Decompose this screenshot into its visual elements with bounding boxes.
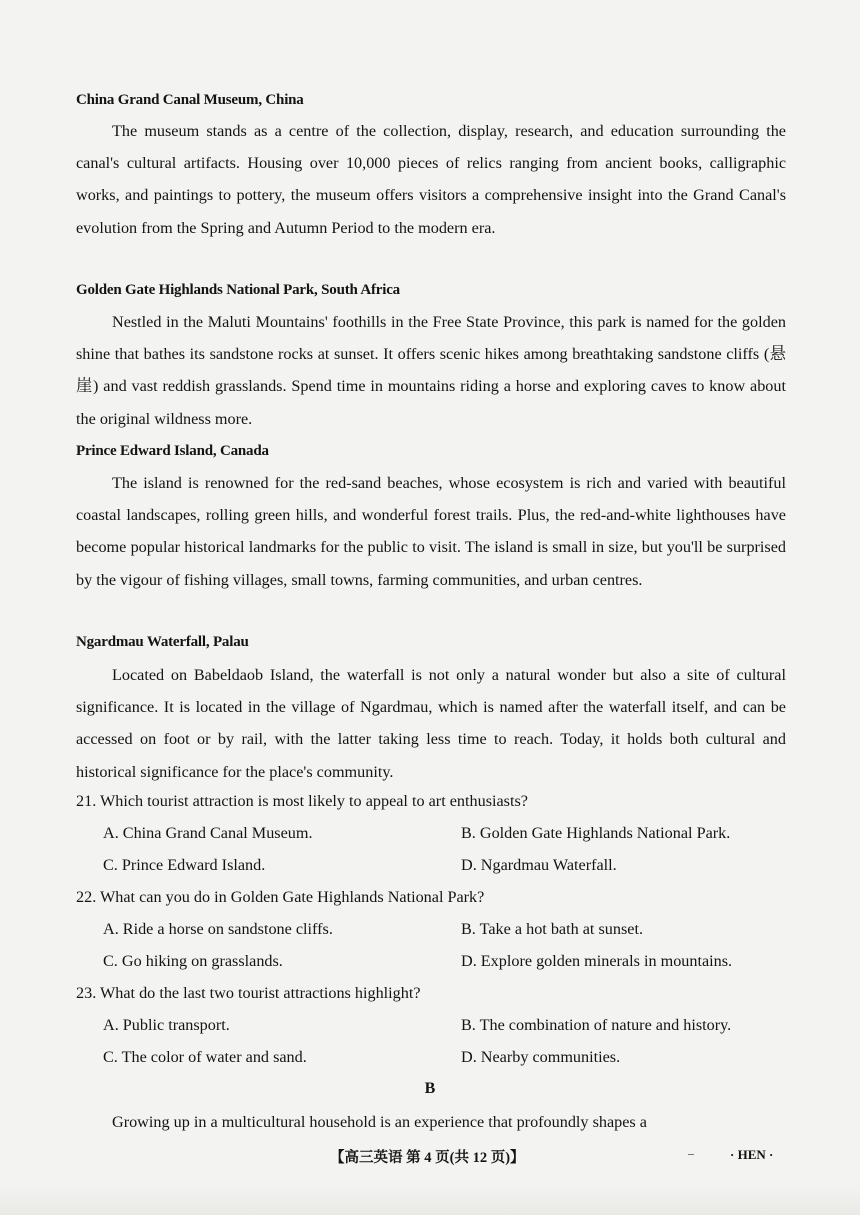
paragraph-golden-gate-park: Nestled in the Maluti Mountains' foothills in the Free State Province, this park is named for the golden shine that bathes its sandstone rocks at sunset. It offers scenic hikes among breathtaking sandstone cliffs (悬崖) and vast reddish grasslands. Spend time in mountains riding a horse and exploring caves to know about the original wildness more. <box>76 313 786 428</box>
question-21-option-d: D. Ngardmau Waterfall. <box>461 856 617 874</box>
paragraph-grand-canal-museum: The museum stands as a centre of the collection, display, research, and education surrounding the canal's cultural artifacts. Housing over 10,000 pieces of relics ranging from ancient books, calligraphic works, and paintings to pottery, the museum offers visitors a comprehensive insight into the Grand Canal's evolution from the Spring and Autumn Period to the modern era. <box>76 122 786 237</box>
question-21-option-c: C. Prince Edward Island. <box>103 856 266 874</box>
question-23-option-b: B. The combination of nature and history. <box>461 1016 732 1034</box>
paragraph-section-b: Growing up in a multicultural household is an experience that profoundly shapes a <box>112 1113 647 1131</box>
footer-page-info: 【高三英语 第 4 页(共 12 页)】 <box>330 1150 525 1166</box>
question-21-option-b: B. Golden Gate Highlands National Park. <box>461 824 731 842</box>
footer-mark <box>688 1154 694 1155</box>
heading-golden-gate-park: Golden Gate Highlands National Park, South Africa <box>76 282 400 298</box>
page-bottom-edge <box>0 1185 860 1215</box>
heading-ngardmau-waterfall: Ngardmau Waterfall, Palau <box>76 634 249 650</box>
question-22-option-a: A. Ride a horse on sandstone cliffs. <box>103 920 333 938</box>
footer-code: · HEN · <box>730 1147 774 1162</box>
section-b-label: B <box>424 1080 436 1097</box>
question-21: 21. Which tourist attraction is most likely to appeal to art enthusiasts? <box>76 792 528 810</box>
question-22-option-d: D. Explore golden minerals in mountains. <box>461 952 733 970</box>
heading-grand-canal-museum: China Grand Canal Museum, China <box>76 92 304 108</box>
question-22-option-c: C. Go hiking on grasslands. <box>103 952 283 970</box>
paragraph-prince-edward-island: The island is renowned for the red-sand beaches, whose ecosystem is rich and varied with beautiful coastal landscapes, rolling green hills, and wonderful forest trails. Plus, the red-and-white lighthouses have become popular historical landmarks for the public to visit. The island is small in size, but you'll be surprised by the vigour of fishing villages, small towns, farming communities, and urban centres. <box>76 474 786 589</box>
question-23: 23. What do the last two tourist attractions highlight? <box>76 984 421 1002</box>
paragraph-ngardmau-waterfall: Located on Babeldaob Island, the waterfall is not only a natural wonder but also a site of cultural significance. It is located in the village of Ngardmau, which is named after the waterfall itself, and can be accessed on foot or by rail, with the latter taking less time to reach. Today, it holds both cultural and historical significance for the place's community. <box>76 666 786 781</box>
question-22: 22. What can you do in Golden Gate Highlands National Park? <box>76 888 485 906</box>
question-22-option-b: B. Take a hot bath at sunset. <box>461 920 643 938</box>
question-21-option-a: A. China Grand Canal Museum. <box>103 824 313 842</box>
heading-prince-edward-island: Prince Edward Island, Canada <box>76 443 269 459</box>
question-23-option-a: A. Public transport. <box>103 1016 230 1034</box>
question-23-option-c: C. The color of water and sand. <box>103 1048 307 1066</box>
question-23-option-d: D. Nearby communities. <box>461 1048 621 1066</box>
